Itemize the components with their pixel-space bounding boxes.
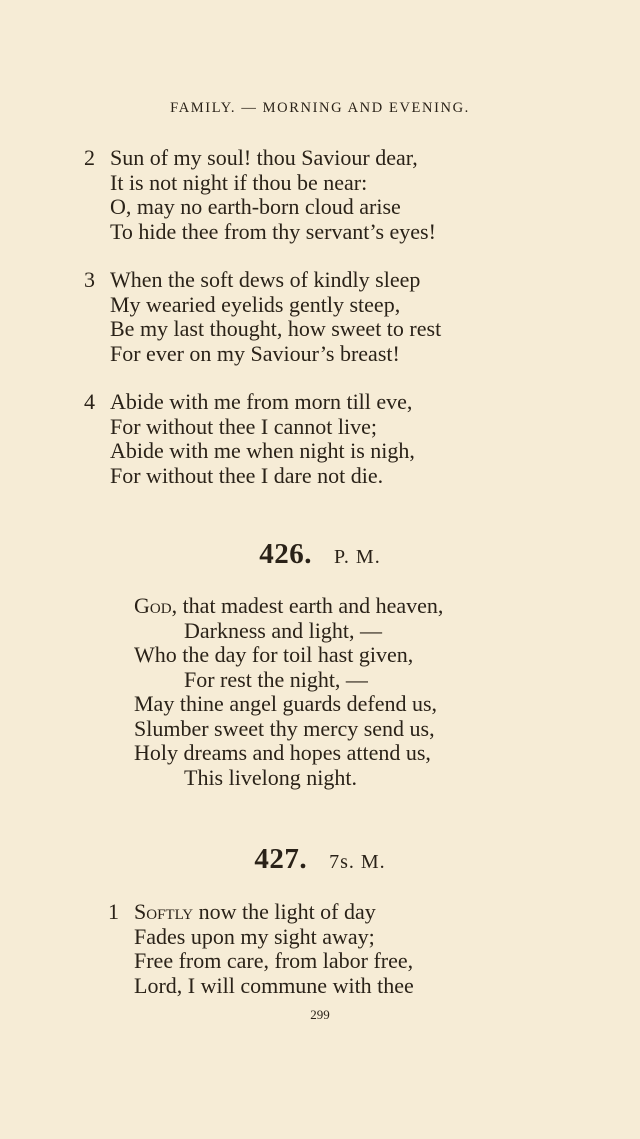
verse-line: Who the day for toil hast given, [134,642,414,667]
hymn-427-title [0,843,640,876]
verse-line: It is not night if thou be near: [110,169,368,195]
verse-line: May thine angel guards defend us, [134,691,438,716]
verse-line: For ever on my Saviour’s breast! [110,340,400,366]
verse-line: Abide with me from morn till eve, [110,389,413,414]
page-number: 299 [310,1007,330,1022]
hymn-meter: P. M. [334,546,381,568]
verse-line: Fades upon my sight away; [134,923,375,949]
hymn-426-verse [134,594,443,790]
verse-line: Abide with me when night is nigh, [110,438,415,463]
hymn-426-title [0,538,640,571]
verse-line: For without thee I dare not die. [110,462,384,488]
stanza-number: 2 [84,145,95,170]
hymn-number: 427. [254,843,308,875]
verse-line: Darkness and light, — [184,617,382,643]
first-word: God [134,593,172,618]
stanza-number: 3 [84,267,95,292]
running-header: FAMILY. — MORNING AND EVENING. [170,100,470,116]
stanza-number: 4 [84,389,95,414]
verse-line: Sun of my soul! thou Saviour dear, [110,145,418,170]
verse-line: My wearied eyelids gently steep, [110,291,401,317]
verse-line: Slumber sweet thy mercy send us, [134,715,435,741]
verse-line: O, may no earth-born cloud arise [110,194,401,219]
verse-line: Holy dreams and hopes attend us, [134,740,431,765]
verse-line: Be my last thought, how sweet to rest [110,316,442,341]
hymn-meter: 7s. M. [329,851,386,873]
verse-line [134,900,414,925]
verse-line: Lord, I will commune with thee [134,972,414,998]
verse-line: This livelong night. [184,764,357,790]
verse-line: For without thee I cannot live; [110,413,377,439]
verse-line [134,594,443,619]
verse-line: To hide thee from thy servant’s eyes! [110,218,436,244]
hymn-number: 426. [259,538,313,570]
stanza-number: 1 [108,899,119,924]
first-word: Softly [134,899,194,924]
first-line-rest: , that madest earth and heaven, [171,593,444,618]
verse-line: For rest the night, — [184,666,368,692]
verse-line: When the soft dews of kindly sleep [110,267,421,292]
first-line-rest: now the light of day [193,899,376,924]
verse-line: Free from care, from labor free, [134,948,414,973]
